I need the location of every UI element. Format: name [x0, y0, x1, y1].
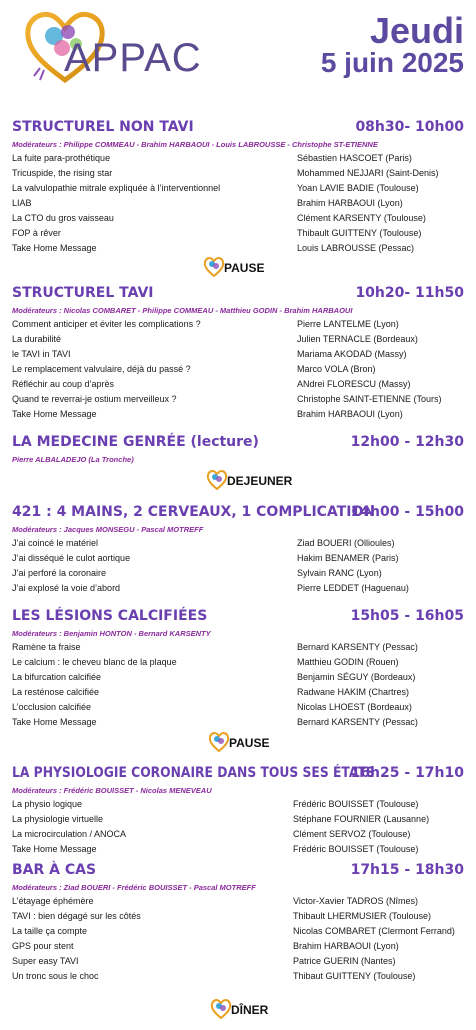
- talk-row: [0, 939, 476, 954]
- session-physiologie-coronaire: [0, 765, 476, 857]
- talk-row: [0, 954, 476, 969]
- talk-title: GPS pour stent: [12, 941, 74, 951]
- logo-text: APPAC: [64, 36, 202, 80]
- session-time: 12h00 - 12h30: [350, 434, 464, 450]
- talk-speaker: Thibault LHERMUSIER (Toulouse): [293, 911, 432, 921]
- talk-title: Réfléchir au coup d’après: [12, 379, 115, 389]
- talk-row: [0, 407, 476, 422]
- session-moderators: Modérateurs : Frédéric BOUISSET - Nicolas MENEVEAU: [12, 786, 212, 795]
- talk-row: [0, 924, 476, 939]
- break-pause: [0, 727, 476, 757]
- talk-title: La bifurcation calcifiée: [12, 672, 102, 682]
- talk-row: [0, 551, 476, 566]
- talk-speaker: Clément KARSENTY (Toulouse): [297, 213, 426, 223]
- talk-speaker: Frédéric BOUISSET (Toulouse): [293, 799, 419, 809]
- talk-row: [0, 196, 476, 211]
- talk-speaker: Matthieu GODIN (Rouen): [297, 657, 399, 667]
- session-title: 421 : 4 MAINS, 2 CERVEAUX, 1 COMPLICATION: [12, 504, 376, 520]
- talk-title: La taille ça compte: [12, 926, 88, 936]
- talk-row: [0, 377, 476, 392]
- break-dejeuner: [0, 465, 476, 495]
- talk-title: J’ai explosé la voie d’abord: [12, 583, 121, 593]
- session-time: 15h05 - 16h05: [350, 608, 464, 624]
- talk-title: Un tronc sous le choc: [12, 971, 99, 981]
- talk-title: Le remplacement valvulaire, déjà du passé ?: [12, 364, 191, 374]
- talk-row: [0, 581, 476, 596]
- talk-speaker: Hakim BENAMER (Paris): [297, 553, 399, 563]
- session-moderators: Pierre ALBALADEJO (La Tronche): [12, 455, 134, 464]
- talk-row: [0, 181, 476, 196]
- talk-row: [0, 347, 476, 362]
- talk-title: Ramène ta fraise: [12, 642, 81, 652]
- talk-speaker: Nicolas LHOEST (Bordeaux): [297, 702, 412, 712]
- talk-title: Take Home Message: [12, 717, 97, 727]
- session-time: 08h30- 10h00: [355, 119, 464, 135]
- talk-speaker: Brahim HARBAOUI (Lyon): [297, 198, 403, 208]
- talk-title: J’ai perforé la coronaire: [12, 568, 107, 578]
- talk-speaker: Thibaut GUITTENY (Toulouse): [293, 971, 416, 981]
- break-diner: [0, 994, 476, 1024]
- talk-speaker: Ziad BOUERI (Ollioules): [297, 538, 395, 548]
- talk-speaker: Clément SERVOZ (Toulouse): [293, 829, 411, 839]
- break-label: PAUSE: [229, 736, 270, 750]
- event-date: [320, 10, 464, 78]
- talk-speaker: Pierre LANTELME (Lyon): [297, 319, 399, 329]
- talk-title: le TAVI in TAVI: [12, 349, 71, 359]
- session-moderators: Modérateurs : Jacques MONSEGU - Pascal MOTREFF: [12, 525, 204, 534]
- talk-speaker: Stéphane FOURNIER (Lausanne): [293, 814, 430, 824]
- talk-title: Take Home Message: [12, 243, 97, 253]
- talk-speaker: Patrice GUERIN (Nantes): [293, 956, 396, 966]
- session-bar-a-cas: [0, 862, 476, 984]
- talk-title: Tricuspide, the rising star: [12, 168, 113, 178]
- talk-row: [0, 894, 476, 909]
- session-time: 17h15 - 18h30: [350, 862, 464, 878]
- session-medecine-genree: [0, 434, 476, 466]
- event-day: Jeudi: [369, 10, 464, 51]
- talk-row: [0, 655, 476, 670]
- talk-speaker: Mariama AKODAD (Massy): [297, 349, 407, 359]
- talk-speaker: Radwane HAKIM (Chartres): [297, 687, 410, 697]
- break-pause: [0, 252, 476, 282]
- talk-title: Super easy TAVI: [12, 956, 79, 966]
- talk-row: [0, 392, 476, 407]
- talk-title: J’ai disséqué le culot aortique: [12, 553, 131, 563]
- talk-title: Comment anticiper et éviter les complications ?: [12, 319, 201, 329]
- talk-row: [0, 640, 476, 655]
- talk-title: La CTO du gros vaisseau: [12, 213, 114, 223]
- talk-title: La microcirculation / ANOCA: [12, 829, 127, 839]
- talk-row: [0, 685, 476, 700]
- talk-speaker: Mohammed NEJJARI (Saint-Denis): [297, 168, 439, 178]
- talk-speaker: ANdrei FLORESCU (Massy): [297, 379, 411, 389]
- session-title: LES LÉSIONS CALCIFIÉES: [12, 608, 208, 624]
- talk-speaker: Julien TERNACLE (Bordeaux): [297, 334, 418, 344]
- talk-title: La physiologie virtuelle: [12, 814, 104, 824]
- talk-row: [0, 332, 476, 347]
- talk-title: TAVI : bien dégagé sur les côtés: [12, 911, 141, 921]
- break-label: DEJEUNER: [227, 474, 293, 488]
- session-421: [0, 504, 476, 596]
- talk-title: La physio logique: [12, 799, 83, 809]
- talk-speaker: Thibault GUITTENY (Toulouse): [297, 228, 422, 238]
- talk-row: [0, 909, 476, 924]
- talk-title: Take Home Message: [12, 409, 97, 419]
- talk-title: L’occlusion calcifiée: [12, 702, 92, 712]
- talk-speaker: Brahim HARBAOUI (Lyon): [297, 409, 403, 419]
- session-moderators: Modérateurs : Benjamin HONTON - Bernard KARSENTY: [12, 629, 211, 638]
- session-title: STRUCTUREL TAVI: [12, 285, 154, 301]
- talk-title: L’étayage éphémère: [12, 896, 94, 906]
- heart-logo-icon: [208, 729, 230, 753]
- talk-row: [0, 566, 476, 581]
- talk-speaker: Christophe SAINT-ETIENNE (Tours): [297, 394, 442, 404]
- session-title: LA MEDECINE GENRÉE (lecture): [12, 434, 259, 450]
- talk-speaker: Sylvain RANC (Lyon): [297, 568, 382, 578]
- session-time: 10h20- 11h50: [355, 285, 464, 301]
- heart-logo-icon: [210, 996, 232, 1020]
- talk-row: [0, 536, 476, 551]
- talk-speaker: Yoan LAVIE BADIE (Toulouse): [297, 183, 419, 193]
- talk-speaker: Bernard KARSENTY (Pessac): [297, 642, 418, 652]
- header: [0, 0, 476, 100]
- talk-title: La valvulopathie mitrale expliquée à l’interventionnel: [12, 183, 221, 193]
- session-structurel-non-tavi: [0, 119, 476, 256]
- talk-row: [0, 211, 476, 226]
- talk-title: Take Home Message: [12, 844, 97, 854]
- talk-row: [0, 969, 476, 984]
- session-time: 16h25 - 17h10: [350, 765, 464, 781]
- talk-title: LIAB: [12, 198, 32, 208]
- session-moderators: Modérateurs : Ziad BOUERI - Frédéric BOUISSET - Pascal MOTREFF: [12, 883, 256, 892]
- talk-speaker: Frédéric BOUISSET (Toulouse): [293, 844, 419, 854]
- talk-row: [0, 362, 476, 377]
- session-moderators: Modérateurs : Nicolas COMBARET - Philippe COMMEAU - Matthieu GODIN - Brahim HARBAOUI: [12, 306, 353, 315]
- session-moderators: Modérateurs : Philippe COMMEAU - Brahim HARBAOUI - Louis LABROUSSE - Christophe ST-ETIENNE: [12, 140, 378, 149]
- talk-row: [0, 317, 476, 332]
- talk-row: [0, 151, 476, 166]
- heart-logo-icon: [206, 467, 228, 491]
- talk-title: La fuite para-prothétique: [12, 153, 111, 163]
- session-time: 14h00 - 15h00: [350, 504, 464, 520]
- talk-row: [0, 700, 476, 715]
- session-title: BAR À CAS: [12, 862, 97, 878]
- talk-title: Quand te reverrai-je ostium merveilleux ?: [12, 394, 177, 404]
- talk-row: [0, 166, 476, 181]
- heart-logo-icon: [203, 254, 225, 278]
- session-lesions-calcifiees: [0, 608, 476, 730]
- talk-speaker: Brahim HARBAOUI (Lyon): [293, 941, 399, 951]
- talk-row: [0, 670, 476, 685]
- talk-row: [0, 226, 476, 241]
- talk-row: [0, 827, 476, 842]
- talk-speaker: Victor-Xavier TADROS (Nîmes): [293, 896, 419, 906]
- session-title: STRUCTUREL NON TAVI: [12, 119, 194, 135]
- talk-speaker: Benjamin SÉGUY (Bordeaux): [297, 672, 416, 682]
- talk-row: [0, 797, 476, 812]
- talk-speaker: Bernard KARSENTY (Pessac): [297, 717, 418, 727]
- talk-row: [0, 812, 476, 827]
- session-title: LA PHYSIOLOGIE CORONAIRE DANS TOUS SES ÉTATS: [12, 765, 375, 781]
- talk-speaker: Marco VOLA (Bron): [297, 364, 376, 374]
- talk-row: [0, 842, 476, 857]
- session-structurel-tavi: [0, 285, 476, 422]
- talk-speaker: Louis LABROUSSE (Pessac): [297, 243, 415, 253]
- talk-speaker: Pierre LEDDET (Haguenau): [297, 583, 409, 593]
- break-label: DÎNER: [231, 1003, 269, 1017]
- talk-title: La resténose calcifiée: [12, 687, 100, 697]
- talk-title: J’ai coincé le matériel: [12, 538, 99, 548]
- break-label: PAUSE: [224, 261, 265, 275]
- talk-speaker: Sébastien HASCOET (Paris): [297, 153, 412, 163]
- talk-title: FOP à rêver: [12, 228, 61, 238]
- talk-title: Le calcium : le cheveu blanc de la plaque: [12, 657, 177, 667]
- talk-speaker: Nicolas COMBARET (Clermont Ferrand): [293, 926, 455, 936]
- event-date-text: 5 juin 2025: [320, 47, 464, 78]
- talk-title: La durabilité: [12, 334, 62, 344]
